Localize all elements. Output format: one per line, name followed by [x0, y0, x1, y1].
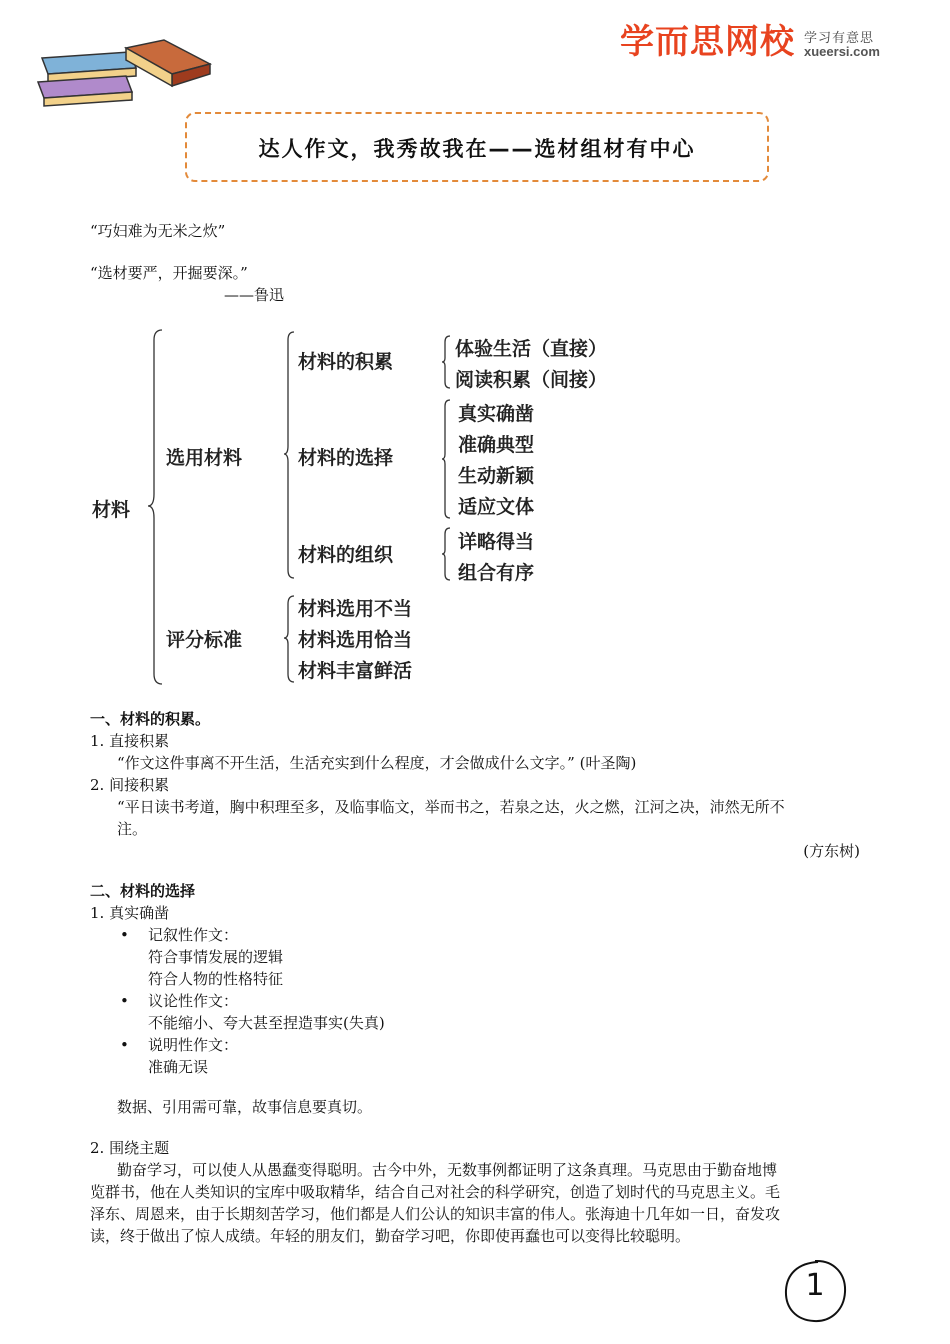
paragraph-line-2: 览群书，他在人类知识的宝库中吸取精华，结合自己对社会的科学研究，创造了划时代的马克思主义。毛: [90, 1183, 781, 1201]
accumulation-item-2: 阅读积累（间接）: [455, 369, 608, 391]
bullet-dot: •: [120, 1036, 129, 1054]
selection-item-4: 适应文体: [458, 496, 535, 518]
narrative-line-2: 符合人物的性格特征: [148, 970, 284, 988]
page-number: 1: [805, 1268, 825, 1303]
quote-2-author: ——鲁迅: [224, 286, 285, 304]
quote-2: “选材要严，开掘要深。”: [90, 264, 248, 282]
expository-line-1: 准确无误: [148, 1058, 209, 1076]
tree-root: 材料: [92, 499, 131, 521]
scoring-item-1: 材料选用不当: [298, 598, 413, 620]
paragraph-line-1: 勤奋学习，可以使人从愚蠢变得聪明。古今中外，无数事例都证明了这条真理。马克思由于勤奋地博: [117, 1161, 778, 1179]
scoring-item-3: 材料丰富鲜活: [298, 660, 413, 682]
tree-branch-2: 评分标准: [166, 629, 243, 651]
branch1-brace: [282, 330, 298, 580]
section1-item1-label: 1. 直接积累: [90, 732, 170, 750]
bullet-narrative: 记叙性作文：: [148, 926, 239, 944]
section1-item2-label: 2. 间接积累: [90, 776, 170, 794]
narrative-line-1: 符合事情发展的逻辑: [148, 948, 284, 966]
scoring-item-2: 材料选用恰当: [298, 629, 413, 651]
argumentative-line-1: 不能缩小、夸大甚至捏造事实(失真): [148, 1014, 385, 1032]
branch2-brace: [282, 594, 298, 684]
tree-branch-1: 选用材料: [166, 447, 243, 469]
accumulation-item-1: 体验生活（直接）: [455, 338, 608, 360]
organization-item-2: 组合有序: [458, 562, 535, 584]
section2-note: 数据、引用需可靠，故事信息要真切。: [117, 1098, 373, 1116]
organization-brace: [440, 526, 454, 582]
section2-heading: 二、材料的选择: [90, 882, 196, 900]
tree-node-organization: 材料的组织: [298, 544, 394, 566]
section1-item2-text-cont: 注。: [117, 820, 148, 838]
section1-item2-text: “平日读书考道，胸中积理至多，及临事临文，举而书之，若泉之达，火之燃，江河之决，沛然无所不: [117, 798, 785, 816]
bullet-expository: 说明性作文：: [148, 1036, 239, 1054]
selection-item-3: 生动新颖: [458, 465, 535, 487]
quote-1: “巧妇难为无米之炊”: [90, 222, 226, 240]
accumulation-brace: [440, 334, 454, 390]
tree-node-accumulation: 材料的积累: [298, 351, 394, 373]
section1-item2-author: (方东树): [803, 842, 860, 860]
books-illustration: [34, 38, 214, 110]
bullet-argumentative: 议论性作文：: [148, 992, 239, 1010]
logo-title: 学而思网校: [620, 22, 795, 62]
section1-heading: 一、材料的积累。: [90, 710, 211, 728]
paragraph-line-3: 泽东、周恩来，由于长期刻苦学习，他们都是人们公认的知识丰富的伟人。张海迪十几年如一日，奋发攻: [90, 1205, 781, 1223]
selection-item-2: 准确典型: [458, 434, 535, 456]
logo-url: xueersi.com: [804, 44, 880, 59]
section2-item2-label: 2. 围绕主题: [90, 1139, 170, 1157]
organization-item-1: 详略得当: [458, 531, 535, 553]
tree-node-selection: 材料的选择: [298, 447, 394, 469]
paragraph-line-4: 读，终于做出了惊人成绩。年轻的朋友们，勤奋学习吧，你即使再蠢也可以变得比较聪明。: [90, 1227, 691, 1245]
logo-slogan: 学习有意思: [804, 31, 875, 46]
bullet-dot: •: [120, 926, 129, 944]
section2-item1-label: 1. 真实确凿: [90, 904, 170, 922]
section1-item1-text: “作文这件事离不开生活，生活充实到什么程度，才会做成什么文字。” (叶圣陶): [117, 754, 637, 772]
selection-brace: [440, 398, 454, 520]
bullet-dot: •: [120, 992, 129, 1010]
root-brace: [146, 328, 166, 686]
selection-item-1: 真实确凿: [458, 403, 535, 425]
page-title: 达人作文，我秀故我在——选材组材有中心: [258, 137, 696, 161]
